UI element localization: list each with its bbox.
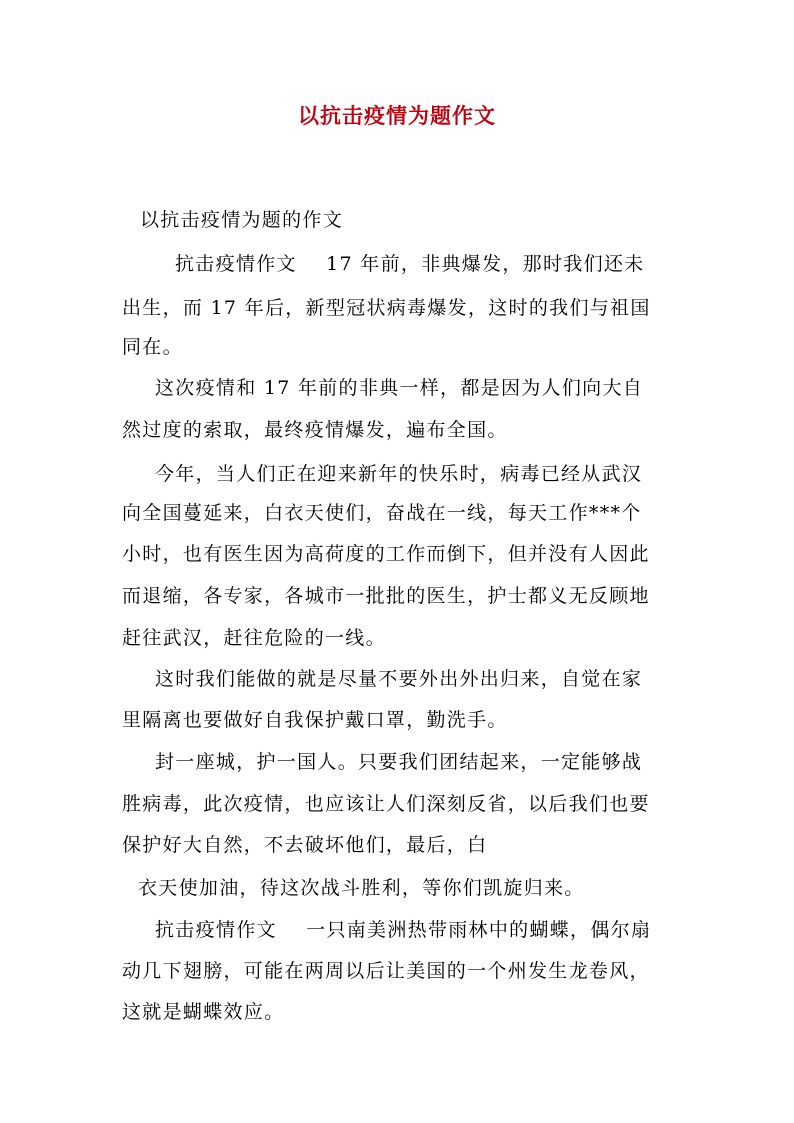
text-line-12: 这时我们能做的就是尽量不要外出外出归来，自觉在家 — [155, 668, 643, 690]
text-line-11: 赶往武汉，赶往危险的一线。 — [122, 627, 386, 649]
text-line-13: 里隔离也要做好自我保护戴口罩，勤洗手。 — [122, 709, 508, 731]
text-line-7: 今年，当人们正在迎来新年的快乐时，病毒已经从武汉 — [155, 463, 643, 485]
text-line-8: 向全国蔓延来，白衣天使们，奋战在一线，每天工作***个 — [122, 502, 642, 524]
text-line-10: 而退缩，各专家，各城市一批批的医生，护士都义无反顾地 — [122, 585, 650, 607]
text-line-4: 同在。 — [122, 336, 183, 358]
text-line-2: 抗击疫情作文 17 年前，非典爆发，那时我们还未 — [175, 253, 645, 275]
text-line-1: 以抗击疫情为题的作文 — [140, 209, 344, 231]
text-line-17: 衣天使加油，待这次战斗胜利，等你们凯旋归来。 — [138, 877, 585, 899]
text-line-14: 封一座城，护一国人。只要我们团结起来，一定能够战 — [155, 751, 643, 773]
text-line-9: 小时，也有医生因为高荷度的工作而倒下，但并没有人因此 — [122, 543, 650, 565]
text-line-19: 动几下翅膀，可能在两周以后让美国的一个州发生龙卷风， — [122, 960, 650, 982]
text-line-16: 保护好大自然，不去破坏他们，最后，白 — [122, 834, 488, 856]
document-title: 以抗击疫情为题作文 — [298, 103, 496, 128]
text-line-15: 胜病毒，此次疫情，也应该让人们深刻反省，以后我们也要 — [122, 793, 650, 815]
text-line-18: 抗击疫情作文 一只南美洲热带雨林中的蝴蝶，偶尔扇 — [155, 919, 652, 941]
text-line-6: 然过度的索取，最终疫情爆发，遍布全国。 — [122, 419, 508, 441]
text-line-3: 出生，而 17 年后，新型冠状病毒爆发，这时的我们与祖国 — [122, 297, 651, 319]
text-line-5: 这次疫情和 17 年前的非典一样，都是因为人们向大自 — [155, 377, 644, 399]
text-line-20: 这就是蝴蝶效应。 — [122, 1001, 285, 1023]
